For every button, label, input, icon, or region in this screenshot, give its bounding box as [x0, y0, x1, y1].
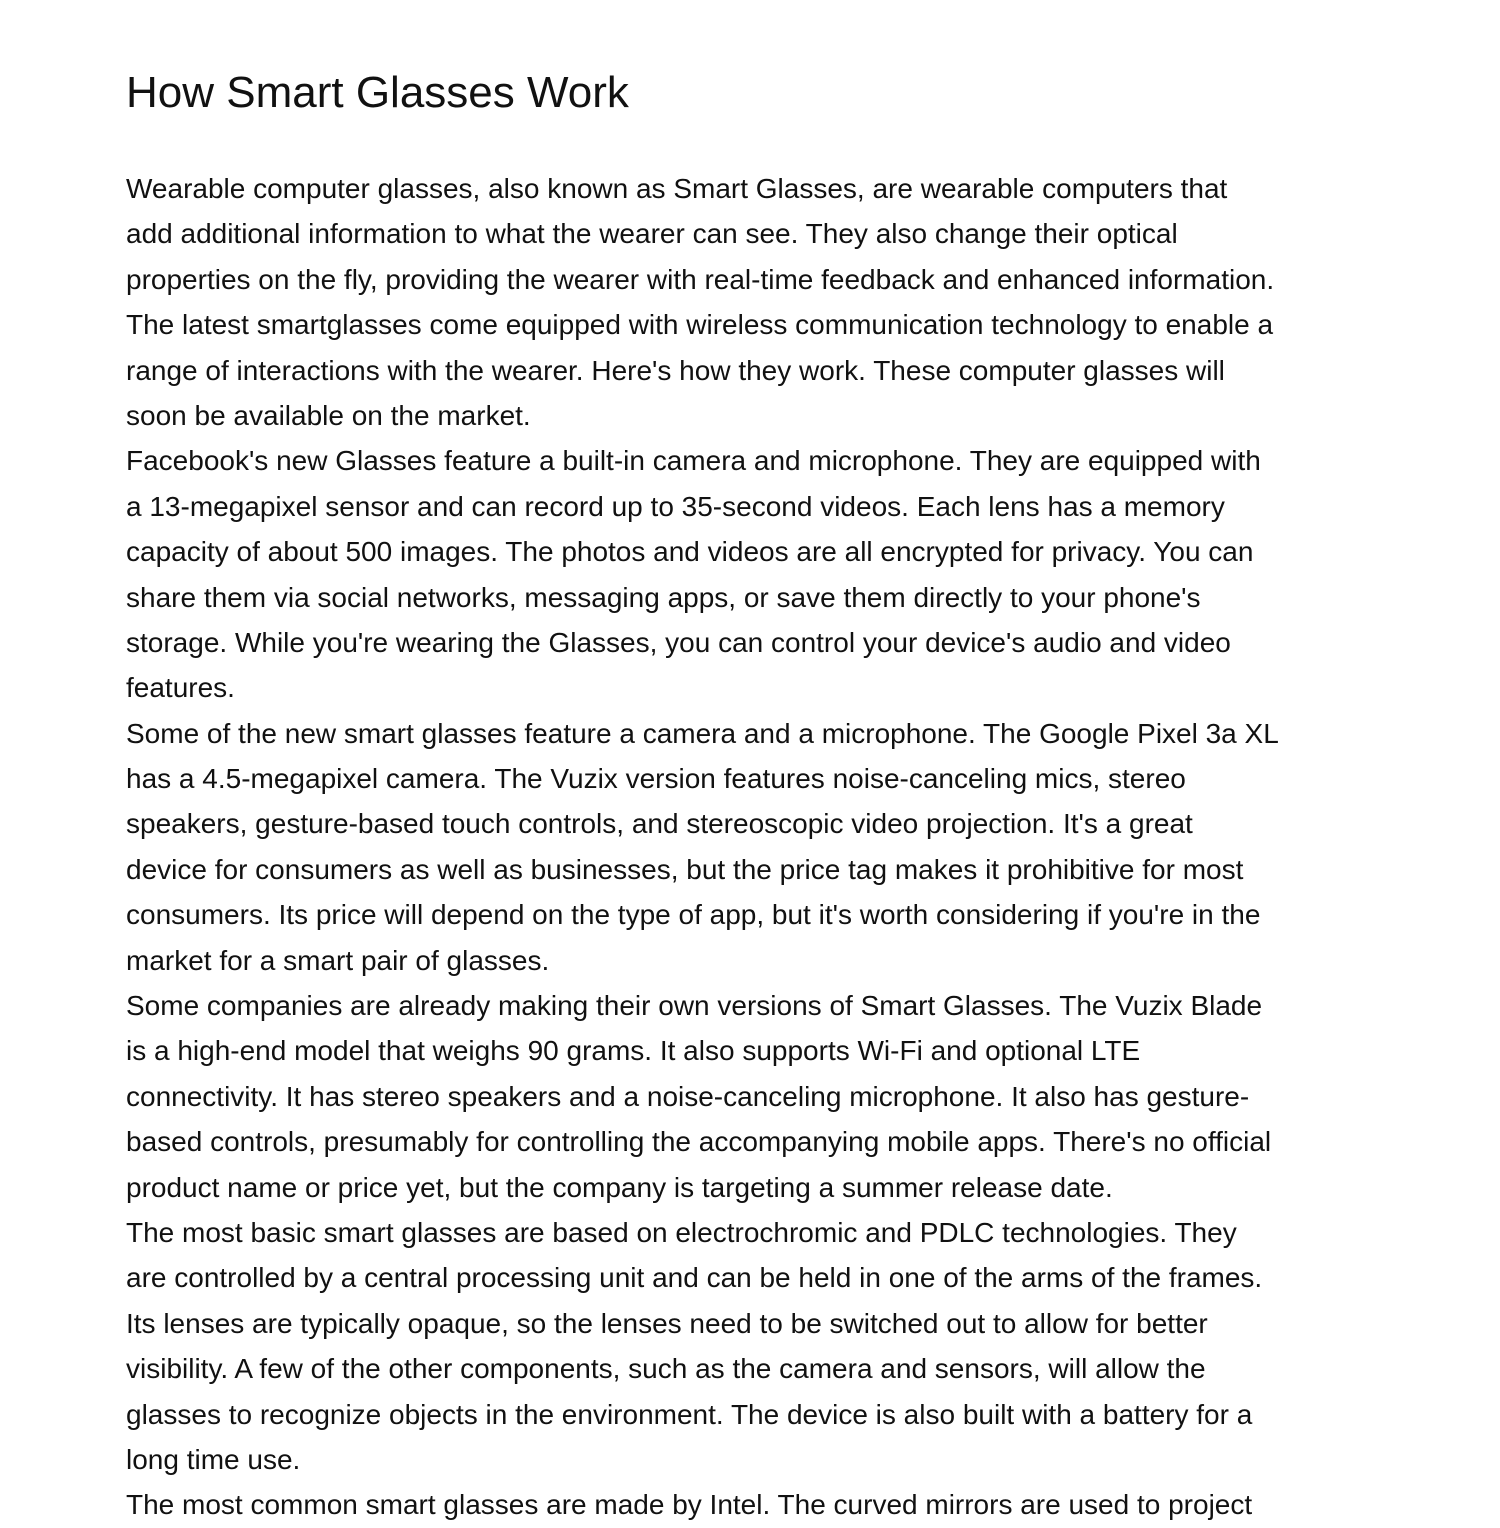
text-line: based controls, presumably for controlling the accompanying mobile apps. There's no official [126, 1126, 1272, 1158]
text-line: The latest smartglasses come equipped with wireless communication technology to enable a [126, 309, 1274, 341]
text-line: product name or price yet, but the company is targeting a summer release date. [126, 1171, 1113, 1203]
text-line: share them via social networks, messaging apps, or save them directly to your phone's [126, 581, 1201, 613]
text-line: storage. While you're wearing the Glasses, you can control your device's audio and video [126, 626, 1231, 658]
text-line: consumers. Its price will depend on the type of app, but it's worth considering if you're in the [126, 899, 1261, 931]
text-line: soon be available on the market. [126, 399, 531, 431]
text-line: Wearable computer glasses, also known as Smart Glasses, are wearable computers that [126, 173, 1228, 204]
text-line: capacity of about 500 images. The photos and videos are all encrypted for privacy. You can [126, 536, 1254, 568]
text-line: features. [126, 672, 235, 704]
text-line: long time use. [126, 1443, 301, 1475]
text-line: speakers, gesture-based touch controls, and stereoscopic video projection. It's a great [126, 808, 1193, 840]
text-line: device for consumers as well as businesses, but the price tag makes it prohibitive for most [126, 853, 1244, 885]
text-line: Its lenses are typically opaque, so the lenses need to be switched out to allow for better [126, 1307, 1208, 1339]
paragraph-5 [126, 1210, 1386, 1482]
text-line: range of interactions with the wearer. Here's how they work. These computer glasses will [126, 354, 1225, 386]
text-line: market for a smart pair of glasses. [126, 944, 550, 976]
paragraph-1 [126, 166, 1386, 438]
text-line: has a 4.5-megapixel camera. The Vuzix version features noise-canceling mics, stereo [126, 763, 1186, 795]
text-line: Facebook's new Glasses feature a built-in camera and microphone. They are equipped with [126, 445, 1261, 477]
paragraph-2 [126, 438, 1386, 710]
text-line: glasses to recognize objects in the environment. The device is also built with a battery for a [126, 1398, 1253, 1430]
article-body [126, 166, 1386, 1528]
text-line: is a high-end model that weighs 90 grams. It also supports Wi-Fi and optional LTE [126, 1035, 1141, 1067]
text-line: properties on the fly, providing the wearer with real-time feedback and enhanced information. [126, 263, 1275, 295]
text-line: are controlled by a central processing unit and can be held in one of the arms of the frames. [126, 1262, 1263, 1294]
paragraph-4 [126, 983, 1386, 1210]
text-line: connectivity. It has stereo speakers and a noise-canceling microphone. It also has gesture- [126, 1080, 1250, 1112]
text-line: add additional information to what the wearer can see. They also change their optical [126, 218, 1178, 250]
text-line: The most common smart glasses are made by Intel. The curved mirrors are used to project [126, 1489, 1253, 1521]
text-line: The most basic smart glasses are based on electrochromic and PDLC technologies. They [126, 1216, 1237, 1248]
text-line: Some companies are already making their own versions of Smart Glasses. The Vuzix Blade [126, 990, 1263, 1022]
page-title: How Smart Glasses Work [126, 68, 629, 117]
text-line: visibility. A few of the other components, such as the camera and sensors, will allow the [126, 1353, 1206, 1385]
text-line: a 13-megapixel sensor and can record up to 35-second videos. Each lens has a memory [126, 490, 1225, 522]
paragraph-3 [126, 711, 1386, 983]
text-line: Some of the new smart glasses feature a camera and a microphone. The Google Pixel 3a XL [126, 717, 1279, 749]
paragraph-6 [126, 1482, 1386, 1527]
